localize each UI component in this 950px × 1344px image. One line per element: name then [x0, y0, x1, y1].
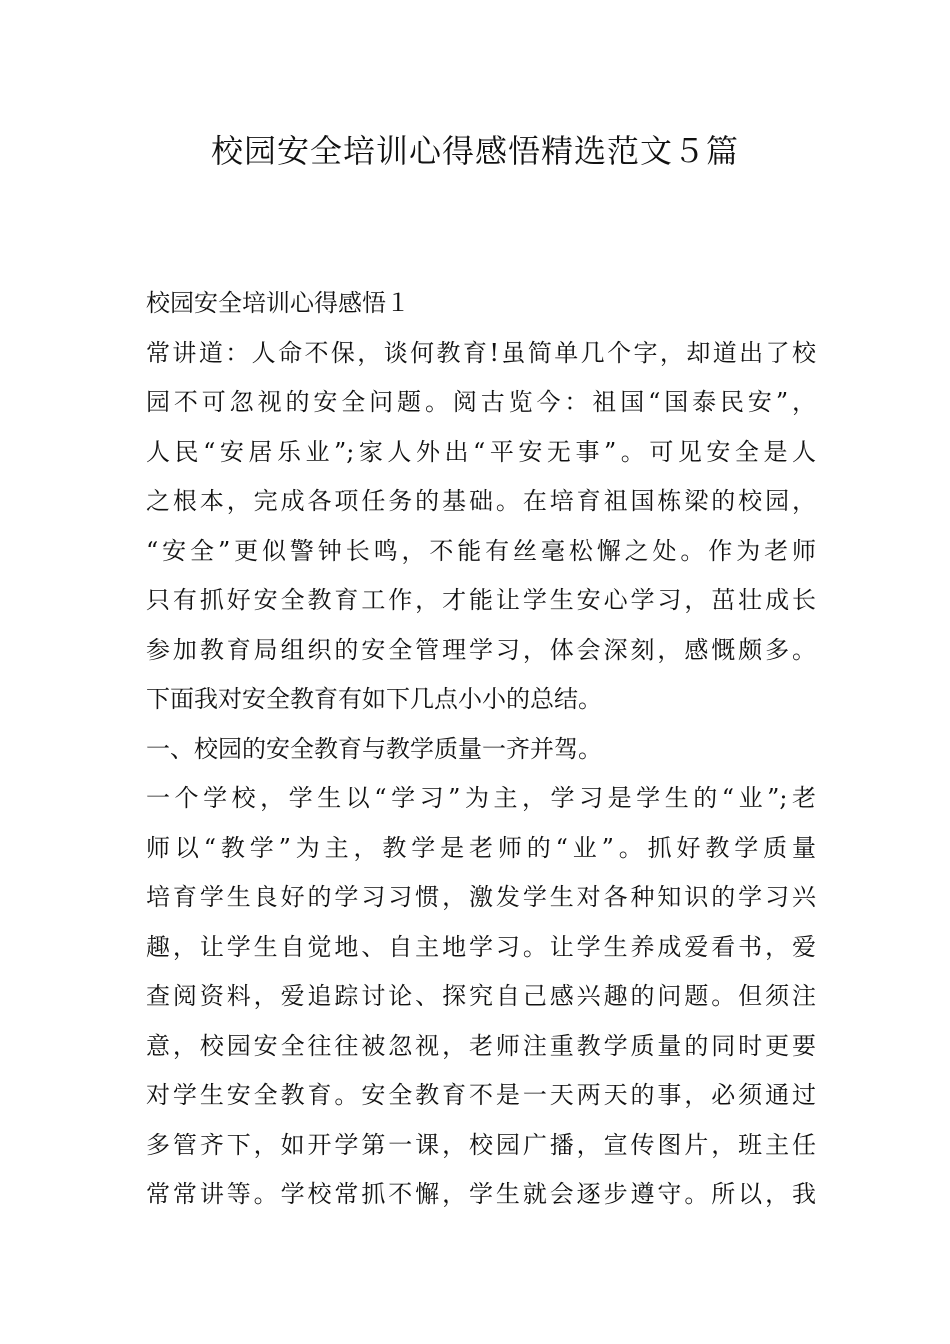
document-body: [146, 279, 816, 1220]
body-line: 人民“安居乐业”;家人外出“平安无事”。可见安全是人: [146, 437, 816, 466]
body-line: 趣，让学生自觉地、自主地学习。让学生养成爱看书，爱: [146, 932, 816, 961]
body-line: 一、校园的安全教育与教学质量一齐并驾。: [146, 734, 602, 763]
document-title: 校园安全培训心得感悟精选范文５篇: [210, 132, 739, 170]
section-heading: 校园安全培训心得感悟１: [146, 289, 410, 317]
body-line: 一个学校，学生以“学习”为主，学习是学生的“业”;老: [146, 784, 816, 812]
body-line: 常常讲等。学校常抓不懈，学生就会逐步遵守。所以，我: [146, 1180, 816, 1208]
body-line: 参加教育局组织的安全管理学习，体会深刻，感慨颇多。: [146, 635, 816, 664]
body-line: 下面我对安全教育有如下几点小小的总结。: [146, 685, 602, 713]
body-line: 师以“教学”为主，教学是老师的“业”。抓好教学质量: [146, 833, 816, 862]
body-line: 常讲道：人命不保，谈何教育!虽简单几个字，却道出了校: [146, 338, 816, 367]
body-line: 对学生安全教育。安全教育不是一天两天的事，必须通过: [146, 1081, 816, 1109]
body-line: 多管齐下，如开学第一课，校园广播，宣传图片，班主任: [146, 1130, 816, 1159]
body-line: 意，校园安全往往被忽视，老师注重教学质量的同时更要: [146, 1031, 816, 1060]
body-line: 之根本，完成各项任务的基础。在培育祖国栋梁的校园，: [146, 487, 816, 515]
body-line: 查阅资料，爱追踪讨论、探究自己感兴趣的问题。但须注: [146, 982, 816, 1010]
body-line: 只有抓好安全教育工作，才能让学生安心学习，茁壮成长: [146, 586, 816, 614]
body-line: “安全”更似警钟长鸣，不能有丝毫松懈之处。作为老师: [146, 536, 816, 565]
body-line: 园不可忽视的安全问题。阅古览今：祖国“国泰民安”，: [146, 388, 816, 416]
body-line: 培育学生良好的学习习惯，激发学生对各种知识的学习兴: [146, 883, 816, 911]
